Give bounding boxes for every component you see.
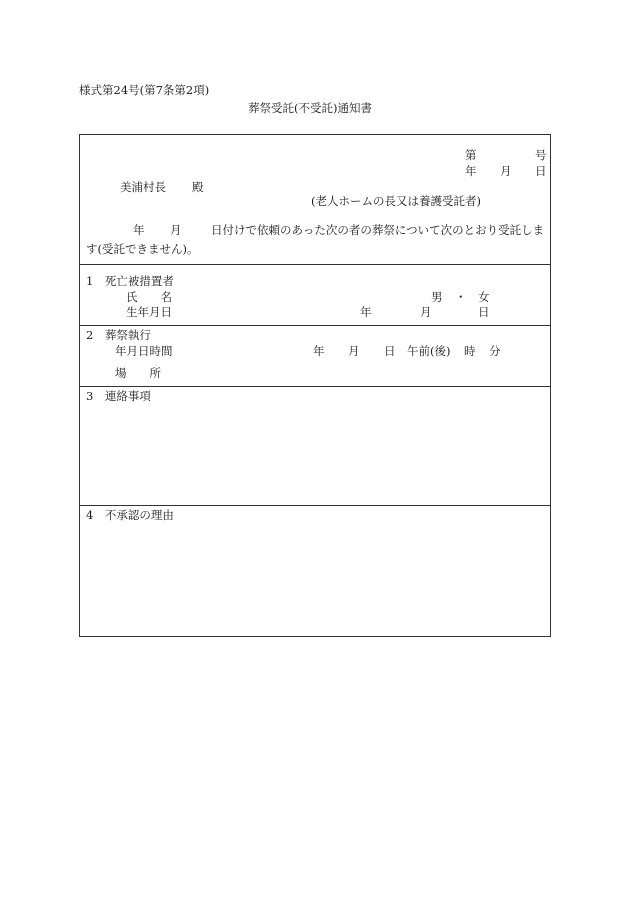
section2-heading: 2 葬祭執行	[86, 328, 151, 342]
form-table	[79, 134, 551, 637]
section4-heading: 4 不承認の理由	[86, 508, 174, 522]
datetime-label: 年月日時間	[115, 344, 173, 358]
place-label: 場 所	[115, 366, 161, 380]
body-text: 日付けで依頼のあった次の者の葬祭について次のとおり受託します(受託できません)。	[86, 223, 545, 256]
honorific: 殿	[192, 180, 204, 194]
birth-month: 月	[420, 305, 432, 319]
date-day: 日	[535, 164, 547, 178]
dt-year: 年	[313, 344, 325, 358]
body-year: 年	[133, 223, 145, 237]
name-label: 氏 名	[126, 290, 172, 304]
dt-month: 月	[348, 344, 360, 358]
dt-hour: 時	[464, 344, 476, 358]
dt-ampm: 午前(後)	[407, 344, 451, 358]
divider	[80, 505, 550, 506]
dt-minute: 分	[489, 344, 501, 358]
dt-day: 日	[384, 344, 396, 358]
divider	[80, 386, 550, 387]
document-title: 葬祭受託(不受託)通知書	[248, 101, 372, 115]
body-month: 月	[170, 223, 182, 237]
date-year: 年	[465, 164, 477, 178]
form-number: 様式第24号(第7条第2項)	[79, 83, 210, 97]
number-suffix: 号	[535, 148, 547, 162]
divider	[80, 325, 550, 326]
sender-label: (老人ホームの長又は養護受託者)	[311, 194, 481, 208]
birth-label: 生年月日	[126, 305, 172, 319]
number-prefix: 第	[465, 148, 477, 162]
gender-female: 女	[478, 290, 490, 304]
addressee: 美浦村長	[120, 180, 166, 194]
date-month: 月	[500, 164, 512, 178]
gender-male: 男	[431, 290, 443, 304]
gender-dot: ・	[455, 290, 467, 304]
divider	[80, 264, 550, 265]
section3-heading: 3 連絡事項	[86, 389, 151, 403]
birth-year: 年	[360, 305, 372, 319]
birth-day: 日	[478, 305, 490, 319]
section1-heading: 1 死亡被措置者	[86, 274, 174, 288]
